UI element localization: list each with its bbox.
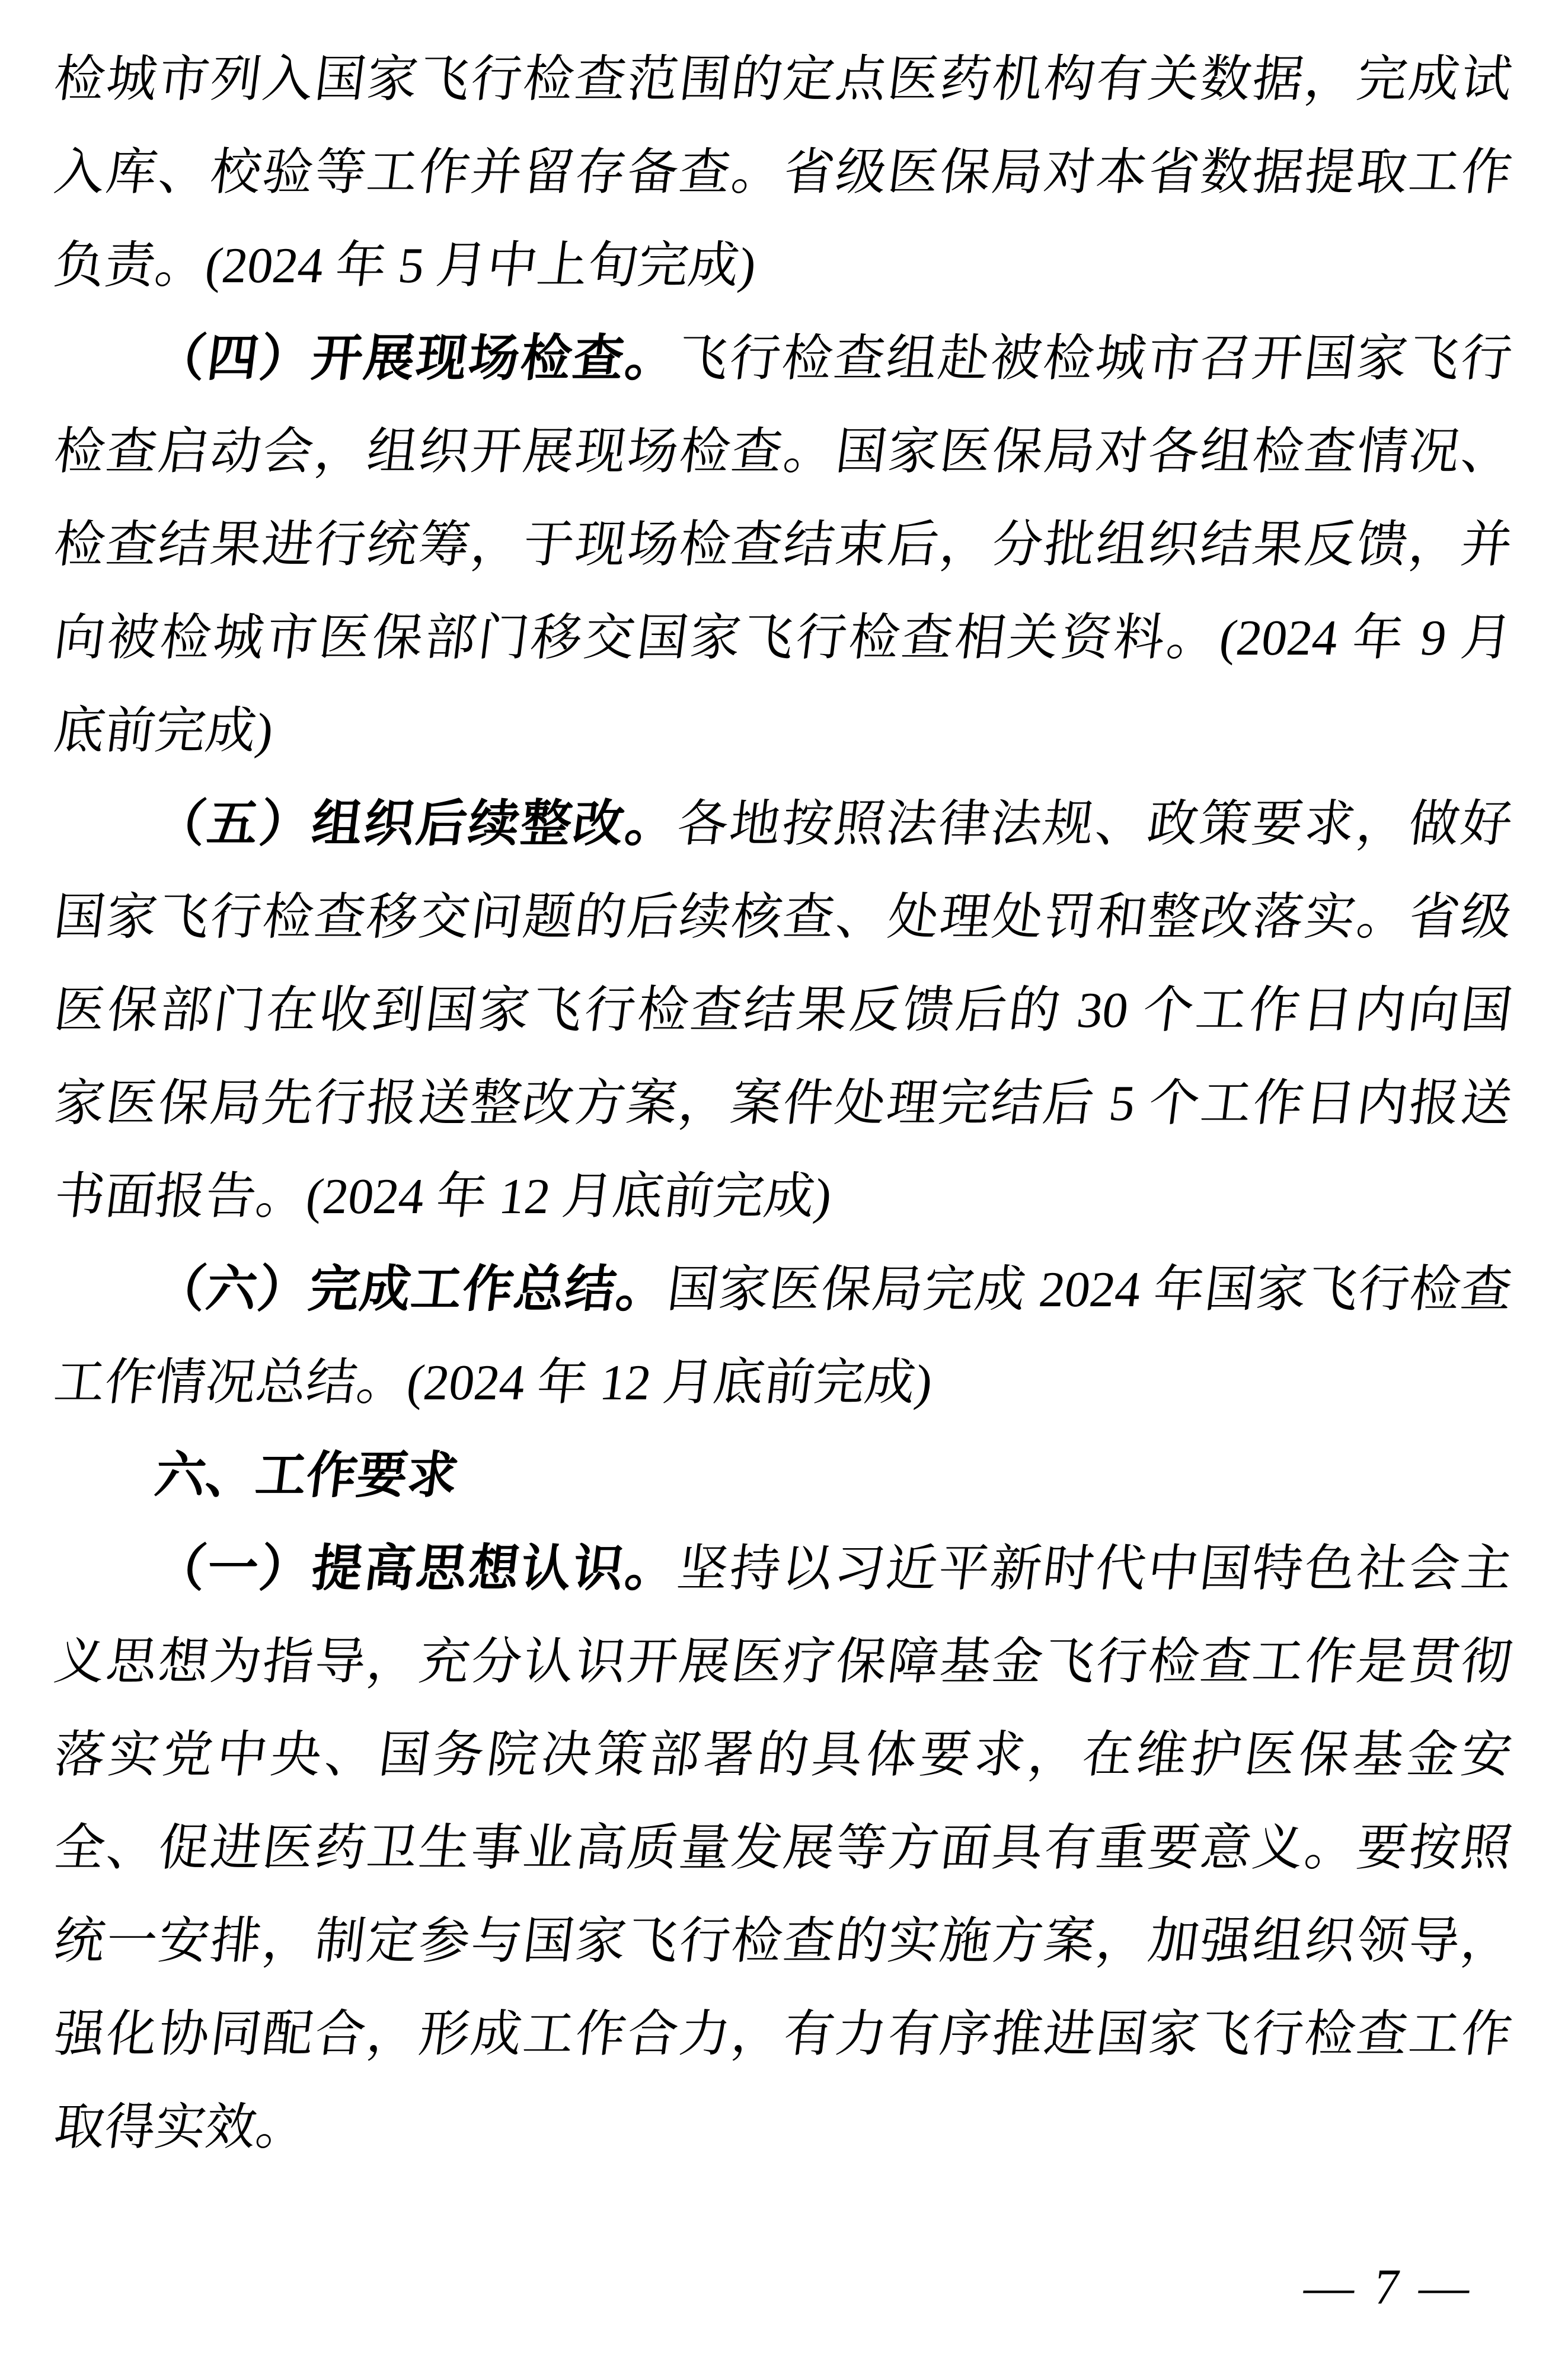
text-line [49, 312, 1517, 406]
item-heading: 六、工作要求 [152, 1448, 461, 1504]
text-run: 底前完成) [51, 703, 277, 759]
text-run: 入库、校验等工作并留存备查。省级医保局对本省数据提取工作 [51, 145, 1515, 200]
text-run: 检城市列入国家飞行检查范围的定点医药机构有关数据，完成试 [51, 52, 1515, 107]
item-heading: （四）开展现场检查。 [152, 331, 682, 387]
text-line [49, 1336, 1517, 1430]
text-run: 坚持以习近平新时代中国特色社会主 [674, 1541, 1515, 1597]
text-line [49, 1895, 1517, 1988]
text-line [49, 406, 1517, 499]
text-run: 飞行检查组赴被检城市召开国家飞行 [674, 331, 1515, 387]
item-heading: （五）组织后续整改。 [152, 796, 682, 852]
text-line [49, 1616, 1517, 1709]
text-run: 义思想为指导，充分认识开展医疗保障基金飞行检查工作是贯彻 [51, 1634, 1515, 1690]
text-run: 强化协同配合，形成工作合力，有力有序推进国家飞行检查工作 [51, 2006, 1515, 2062]
text-line [49, 2081, 1517, 2174]
text-run: 检查启动会，组织开展现场检查。国家医保局对各组检查情况、 [51, 424, 1515, 480]
text-run: 家医保局先行报送整改方案，案件处理完结后 5 个工作日内报送 [51, 1076, 1515, 1131]
text-run: 医保部门在收到国家飞行检查结果反馈后的 30 个工作日内向国 [51, 982, 1515, 1038]
text-line [49, 1243, 1517, 1336]
text-run: 国家飞行检查移交问题的后续核查、处理处罚和整改落实。省级 [51, 889, 1515, 945]
text-line [49, 1988, 1517, 2081]
text-line [49, 685, 1517, 778]
text-line [49, 499, 1517, 592]
text-line [49, 964, 1517, 1057]
text-line [49, 33, 1517, 126]
text-run: 负责。(2024 年 5 月中上旬完成) [51, 238, 759, 294]
text-line [49, 1709, 1517, 1802]
text-run: 向被检城市医保部门移交国家飞行检查相关资料。(2024 年 9 月 [51, 610, 1515, 666]
item-heading: （一）提高思想认识。 [152, 1541, 682, 1597]
text-line [49, 871, 1517, 964]
document-body [51, 33, 1515, 2174]
text-run: 检查结果进行统筹，于现场检查结束后，分批组织结果反馈，并 [51, 517, 1515, 573]
text-line [49, 126, 1517, 219]
text-run: 取得实效。 [51, 2100, 310, 2155]
text-run: 统一安排，制定参与国家飞行检查的实施方案，加强组织领导， [51, 1913, 1515, 1969]
text-line [49, 1057, 1517, 1150]
text-line [49, 1430, 1517, 1523]
text-line [49, 778, 1517, 871]
text-run: 工作情况总结。(2024 年 12 月底前完成) [51, 1355, 936, 1411]
text-line [49, 592, 1517, 685]
text-line [49, 1523, 1517, 1616]
item-heading: （六）完成工作总结。 [152, 1262, 672, 1318]
text-run: 国家医保局完成 2024 年国家飞行检查 [664, 1262, 1515, 1318]
text-line [49, 1150, 1517, 1243]
text-run: 各地按照法律法规、政策要求，做好 [674, 796, 1515, 852]
page-number: — 7 — [1301, 2259, 1477, 2315]
text-run: 全、促进医药卫生事业高质量发展等方面具有重要意义。要按照 [51, 1820, 1515, 1876]
text-run: 书面报告。(2024 年 12 月底前完成) [51, 1169, 835, 1224]
text-line [49, 219, 1517, 312]
text-run: 落实党中央、国务院决策部署的具体要求，在维护医保基金安 [51, 1727, 1515, 1783]
text-line [49, 1802, 1517, 1895]
